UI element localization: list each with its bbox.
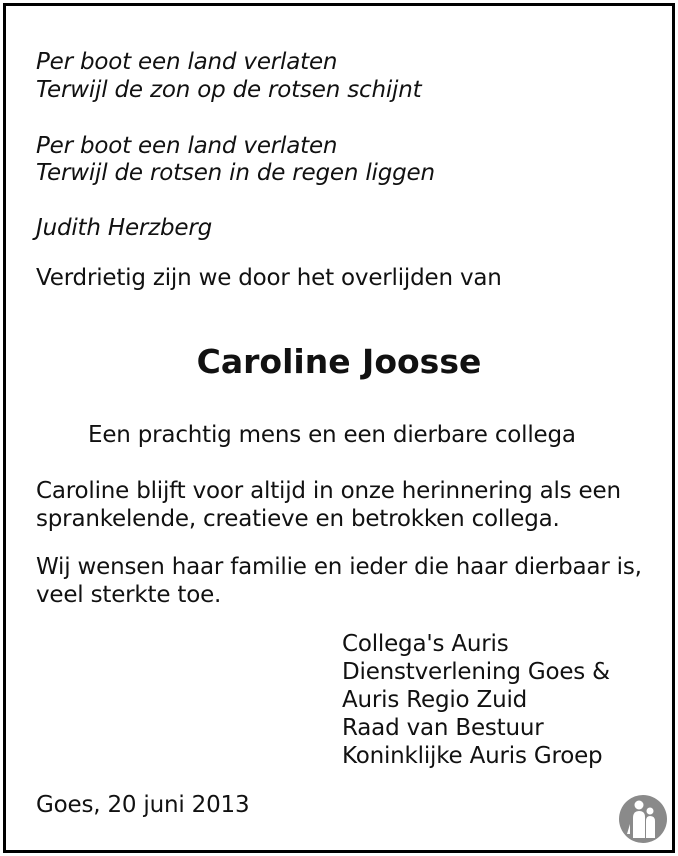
place-date: Goes, 20 juni 2013: [36, 792, 250, 818]
message-line-4: veel sterkte toe.: [36, 582, 222, 608]
sender-line-3: Auris Regio Zuid: [342, 687, 528, 713]
sender-line-4: Raad van Bestuur: [342, 715, 544, 741]
poem-author: Judith Herzberg: [36, 215, 213, 241]
poem-line-4: Terwijl de rotsen in de regen liggen: [36, 160, 435, 186]
poem-line-3: Per boot een land verlaten: [36, 133, 338, 159]
poem-line-2: Terwijl de zon op de rotsen schijnt: [36, 77, 422, 103]
tagline: Een prachtig mens en een dierbare collega: [88, 422, 576, 448]
poem-line-1: Per boot een land verlaten: [36, 49, 338, 75]
mourning-figures-icon: [618, 794, 668, 844]
message-line-1: Caroline blijft voor altijd in onze herinnering als een: [36, 478, 621, 504]
message-line-3: Wij wensen haar familie en ieder die haar dierbaar is,: [36, 554, 642, 580]
sender-line-5: Koninklijke Auris Groep: [342, 743, 603, 769]
sender-line-2: Dienstverlening Goes &: [342, 659, 610, 685]
message-line-2: sprankelende, creatieve en betrokken collega.: [36, 506, 560, 532]
sender-line-1: Collega's Auris: [342, 631, 509, 657]
deceased-name: Caroline Joosse: [196, 342, 482, 381]
intro-text: Verdrietig zijn we door het overlijden van: [36, 265, 502, 291]
